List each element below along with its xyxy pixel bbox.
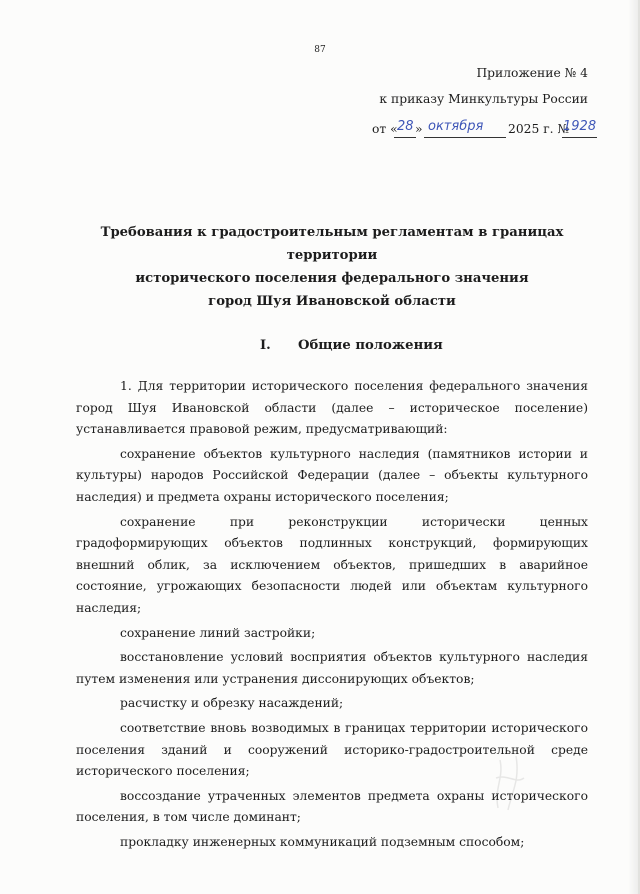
handwritten-month: октября xyxy=(428,119,484,134)
order-quote-close: » xyxy=(415,122,423,136)
handwritten-order-number: 1928 xyxy=(563,119,597,134)
paragraph-2: сохранение объектов культурного наследия (памятников истории и культуры) народов Российской Федерации (далее – объекты культурного наследия) и предмета охраны исторического поселения; xyxy=(76,446,588,504)
order-from-label: от « xyxy=(372,122,398,136)
order-year-label: 2025 г. № xyxy=(508,122,570,136)
title-line-2: исторического поселения федерального значения xyxy=(135,271,529,286)
month-underline xyxy=(424,137,506,138)
title-line-3: город Шуя Ивановской области xyxy=(208,294,456,309)
paragraph-7: соответствие вновь возводимых в границах территории исторического поселения зданий и сооружений историко-градостроительной среде исторического поселения; xyxy=(76,720,588,779)
handwritten-day: 28 xyxy=(397,119,414,134)
paragraph-4: сохранение линий застройки; xyxy=(120,625,316,640)
paragraph-9: прокладку инженерных коммуникаций подземным способом; xyxy=(120,834,525,849)
order-date-line xyxy=(372,119,597,142)
scan-edge-shadow xyxy=(628,0,638,894)
number-underline xyxy=(562,137,597,138)
paragraph-8: воссоздание утраченных элементов предмета охраны исторического поселения, в том числе доминант; xyxy=(76,788,588,825)
section-number: I. xyxy=(260,338,271,353)
paragraph-3: сохранение при реконструкции исторически ценных градоформирующих объектов подлинных конструкций, формирующих внешний облик, за исключением объектов, пришедших в аварийное состояние, угрожающих безопасности людей или объектам культурного наследия; xyxy=(76,514,588,615)
page-number: 87 xyxy=(314,45,326,55)
paragraph-6: расчистку и обрезку насаждений; xyxy=(120,696,344,711)
appendix-order-reference: к приказу Минкультуры России xyxy=(379,92,588,106)
document-title xyxy=(60,221,604,313)
faint-stamp-mark xyxy=(490,748,530,818)
section-title: Общие положения xyxy=(298,338,443,353)
paragraph-1: 1. Для территории исторического поселения федерального значения город Шуя Ивановской области (далее – историческое поселение) устанавливается правовой режим, предусматривающий: xyxy=(76,379,588,437)
day-underline xyxy=(394,137,416,138)
appendix-label: Приложение № 4 xyxy=(476,66,588,80)
title-line-1: Требования к градостроительным регламентам в границах территории xyxy=(100,225,564,263)
paragraph-5: восстановление условий восприятия объектов культурного наследия путем изменения или устранения диссонирующих объектов; xyxy=(76,650,588,686)
